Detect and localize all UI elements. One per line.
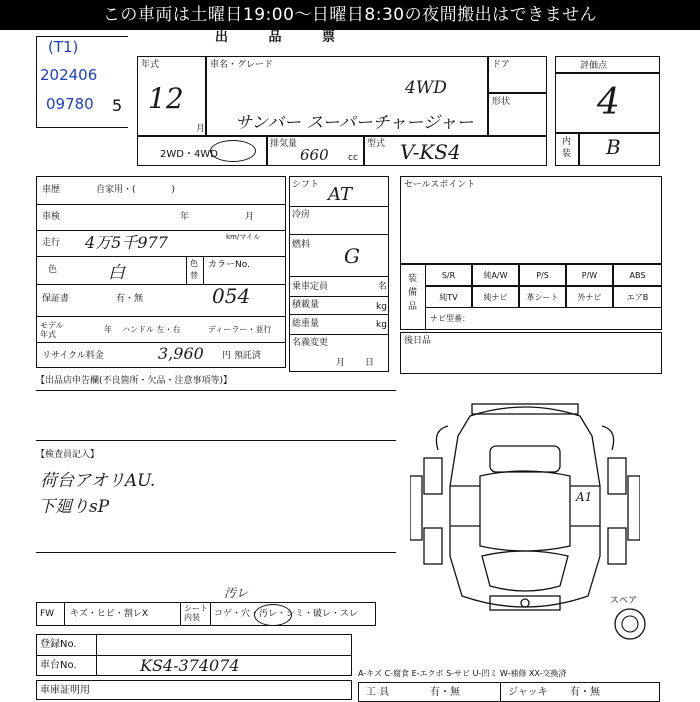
model-year-label: モデル年式 [40,321,64,339]
capacity-label: 乗車定員 [292,282,329,292]
reg-label: 登録No. [40,639,77,650]
equip-label: 装備品 [408,274,418,312]
model-year-unit: 年 [104,325,112,334]
spare-wheel-icon [612,606,648,642]
warranty-value: 有・無 [116,294,144,304]
equip-ps: P/S [519,264,566,286]
tools-label: 工 具 [366,687,390,698]
spare-label: スペア [610,596,638,606]
grade-value: 4WD [405,78,447,98]
inspector-line2: 下廻りsP [38,497,110,517]
month-label: 月 [196,124,206,134]
fuel-label: 燃料 [292,240,311,250]
history-label: 車歴 [42,185,61,195]
mileage-value: 4万5千977 [85,233,168,252]
seat-annotation-circle [254,604,292,626]
jack-label: ジャッキ [508,687,548,698]
drive-selected-circle [210,140,256,162]
load-label: 積載量 [292,300,320,310]
name-value: サンバー スーパーチャージャー [235,113,474,133]
lot-suffix: 5 [112,96,123,115]
interior-value: B [606,135,621,159]
drive-label: 2WD・4WD [160,149,218,160]
recycle-value: 3,960 [158,344,204,363]
color-change-label: 色替 [190,259,198,280]
door-label: ドア [492,60,510,70]
fuel-value: G [344,244,360,268]
displacement-label: 排気量 [270,139,298,149]
warranty-label: 保証書 [42,294,70,304]
fw-label: FW [40,609,55,619]
equip-alloy: 純A/W [472,264,519,286]
shift-label: シフト [292,180,320,190]
chassis-label: 車台No. [40,660,77,671]
equip-tv: 純TV [425,286,472,308]
equip-airbag: エアB [613,286,662,308]
seat-annotation: 汚レ [224,586,249,600]
load-unit: kg [376,302,387,312]
inspection-year: 年 [180,212,190,222]
equip-leather: 革シート [519,286,566,308]
displacement-value: 660 [300,146,329,164]
tools-value: 有・無 [430,687,460,698]
interior-label: 内装 [562,137,572,159]
shift-value: AT [328,184,353,205]
shape-label: 形状 [492,97,511,107]
declare-label: 【出品店申告欄(不良箇所・欠品・注意事項等)】 [36,376,233,386]
jack-value: 有・無 [570,687,600,698]
rear-label: 後日品 [404,336,432,346]
sheet-title: 出 品 票 [215,30,354,45]
diagram-mark: A1 [576,490,593,504]
seat-label: シート内装 [184,604,208,622]
lot-tag: (T1) [48,38,79,56]
history-value: 自家用・( ) [96,185,176,195]
vehicle-damage-diagram [410,396,640,626]
mileage-label: 走行 [42,238,61,248]
ac-label: 冷房 [292,210,311,220]
lot-number: 09780 [46,95,94,113]
inspector-line1: 荷台アオリAU. [40,471,156,491]
year-value: 12 [148,82,184,115]
lot-date: 202406 [40,66,98,84]
cert-label: 車庫証明用 [40,685,90,696]
mileage-unit: km/マイル [226,233,261,241]
equip-pw: P/W [566,264,613,286]
handle-label: ハンドル 左・右 [122,325,181,334]
sales-label: セールスポイント [404,180,476,190]
color-label: 色 [48,265,58,275]
transfer-label: 名義変更 [292,338,329,348]
weight-label: 総重量 [292,319,320,329]
recycle-unit: 円 預託済 [222,351,261,361]
navi-label: ナビ型番： [430,314,470,323]
chassis-value: KS4-374074 [140,656,240,675]
model-value: V-KS4 [400,140,461,164]
transfer-unit: 月日 [336,358,395,368]
name-label: 車名・グレード [210,60,274,70]
equip-navi: 純ナビ [472,286,519,308]
year-label: 年式 [141,60,160,70]
inspection-label: 車検 [42,212,61,222]
inspection-month: 月 [245,212,255,222]
score-label: 評価点 [580,61,608,71]
equip-sr: S/R [425,264,472,286]
displacement-unit: cc [348,153,358,163]
seat-items: コゲ・穴・汚レ・シミ・破レ・スレ [214,609,359,619]
night-pickup-banner: この車両は土曜日19:00～日曜日8:30の夜間搬出はできません [0,0,700,30]
model-label: 型式 [367,139,386,149]
capacity-unit: 名 [378,282,388,292]
inspector-label: 【検査員記入】 [36,450,100,460]
dealer-label: ディーラー・並行 [208,325,272,334]
rear-items-box [400,332,662,374]
color-no-label: カラーNo. [208,260,250,270]
color-no-value: 054 [212,284,251,308]
weight-unit: kg [376,320,387,330]
damage-legend: A-キズ C-腐食 E-エクボ S-サビ U-凹ミ W-補修 XX-交換済 [358,669,567,678]
fw-items: キズ・ヒビ・割レX [70,609,148,619]
score-value: 4 [597,82,620,123]
equip-ext-navi: 外ナビ [566,286,613,308]
color-value: 白 [108,263,125,283]
equip-abs: ABS [613,264,662,286]
recycle-label: リサイクル料金 [42,351,104,361]
